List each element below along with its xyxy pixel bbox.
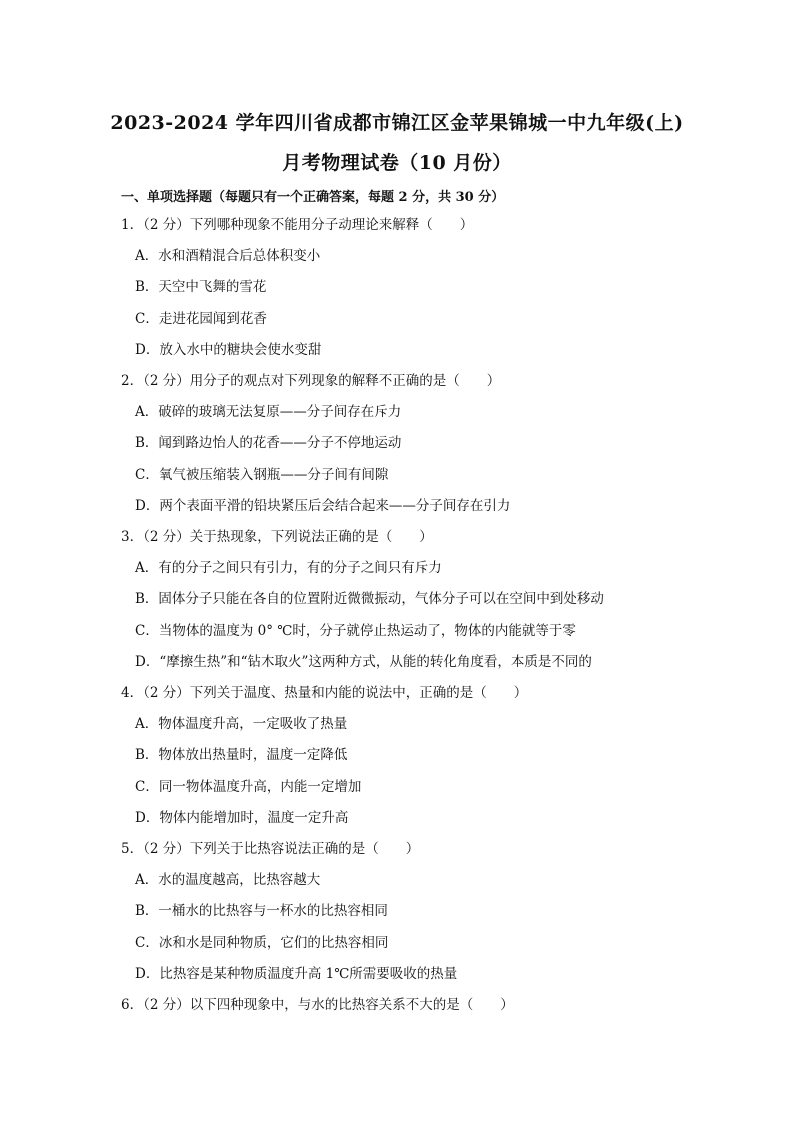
option-b: B．一桶水的比热容与一杯水的比热容相同 bbox=[135, 903, 388, 920]
question-stem: 2．（2 分）用分子的观点对下列现象的解释不正确的是（ ） bbox=[121, 373, 501, 389]
question-5 bbox=[121, 834, 681, 990]
option-d: D．比热容是某种物质温度升高 1℃所需要吸收的热量 bbox=[135, 965, 458, 982]
question-stem: 5．（2 分）下列关于比热容说法正确的是（ ） bbox=[121, 841, 420, 857]
option-b: B．天空中飞舞的雪花 bbox=[135, 279, 267, 296]
option-d: D．放入水中的糖块会使水变甜 bbox=[135, 341, 322, 358]
option-c: C．走进花园闻到花香 bbox=[135, 310, 267, 327]
exam-title-line2: 月考物理试卷（10 月份） bbox=[282, 152, 512, 174]
option-b: B．物体放出热量时，温度一定降低 bbox=[135, 747, 348, 764]
option-c: C．同一物体温度升高，内能一定增加 bbox=[135, 778, 362, 795]
option-a: A．水和酒精混合后总体积变小 bbox=[135, 248, 321, 265]
option-b: B．闻到路边怡人的花香——分子不停地运动 bbox=[135, 435, 402, 452]
option-d: D．“摩擦生热”和“钻木取火”这两种方式，从能的转化角度看，本质是不同的 bbox=[135, 653, 592, 670]
question-6 bbox=[121, 990, 681, 1021]
question-stem: 6．（2 分）以下四种现象中，与水的比热容关系不大的是（ ） bbox=[121, 997, 514, 1013]
question-stem: 1．（2 分）下列哪种现象不能用分子动理论来解释（ ） bbox=[121, 217, 474, 233]
option-c: C．冰和水是同种物质，它们的比热容相同 bbox=[135, 934, 389, 951]
question-4 bbox=[121, 678, 681, 834]
option-a: A．水的温度越高，比热容越大 bbox=[135, 872, 321, 889]
option-a: A．破碎的玻璃无法复原——分子间存在斥力 bbox=[135, 404, 402, 421]
option-a: A．有的分子之间只有引力，有的分子之间只有斥力 bbox=[135, 560, 442, 577]
question-stem: 4．（2 分）下列关于温度、热量和内能的说法中，正确的是（ ） bbox=[121, 685, 528, 701]
question-3 bbox=[121, 522, 681, 678]
exam-title-line1: 2023-2024 学年四川省成都市锦江区金苹果锦城一中九年级(上) bbox=[110, 112, 684, 134]
question-2 bbox=[121, 366, 681, 522]
section-heading: 一、单项选择题（每题只有一个正确答案，每题 2 分，共 30 分） bbox=[121, 190, 505, 205]
option-a: A．物体温度升高，一定吸收了热量 bbox=[135, 716, 348, 733]
option-c: C．氧气被压缩装入钢瓶——分子间有间隙 bbox=[135, 466, 389, 483]
option-d: D．物体内能增加时，温度一定升高 bbox=[135, 809, 349, 826]
option-b: B．固体分子只能在各自的位置附近微微振动，气体分子可以在空间中到处移动 bbox=[135, 591, 604, 608]
question-stem: 3．（2 分）关于热现象，下列说法正确的是（ ） bbox=[121, 529, 433, 545]
option-d: D．两个表面平滑的铅块紧压后会结合起来——分子间存在引力 bbox=[135, 497, 511, 514]
option-c: C．当物体的温度为 0° ℃时，分子就停止热运动了，物体的内能就等于零 bbox=[135, 622, 576, 639]
question-1 bbox=[121, 210, 681, 366]
